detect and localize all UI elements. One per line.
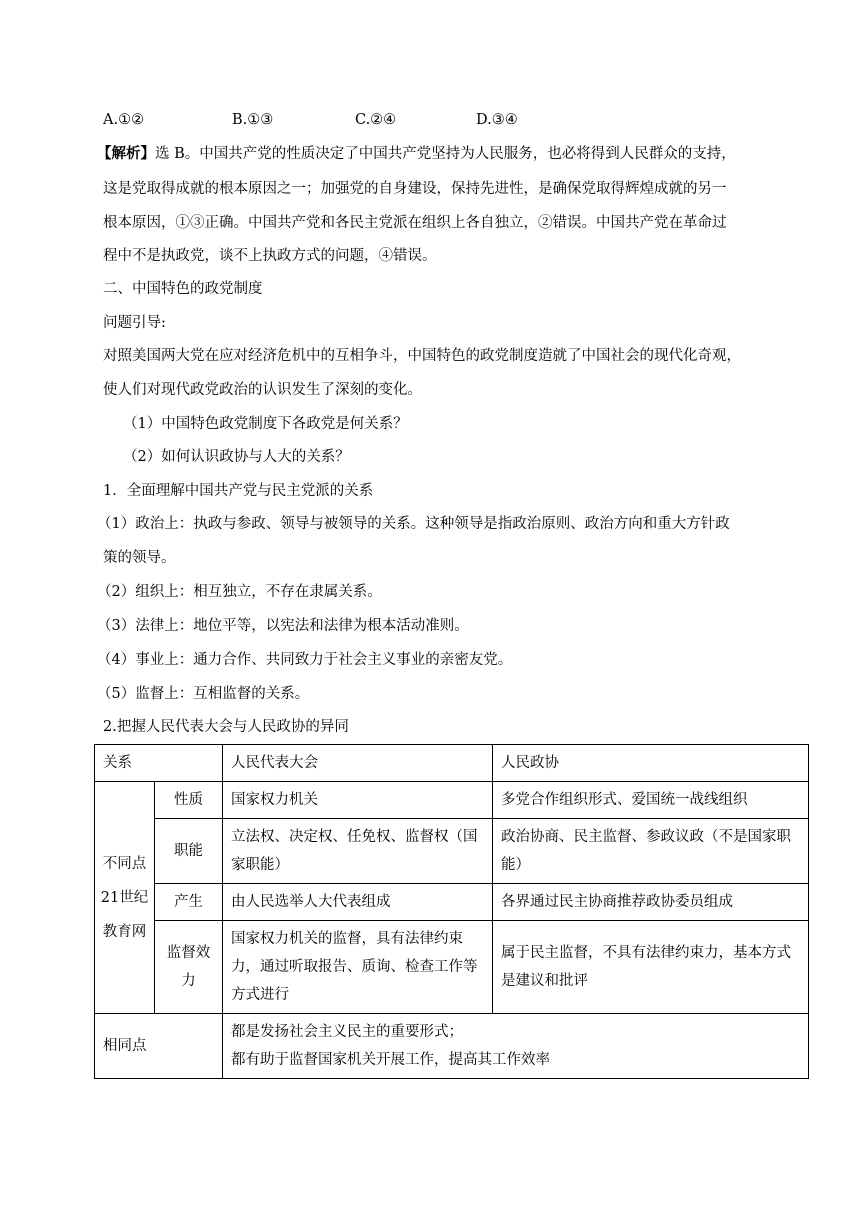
intro-line-2: 使人们对现代政党政治的认识发生了深刻的变化。: [103, 382, 422, 398]
header-npc: 人民代表大会: [223, 745, 493, 782]
intro-line-1: 对照美国两大党在应对经济危机中的互相争斗，中国特色的政党制度造就了中国社会的现代化奇观，: [103, 348, 741, 364]
option-a: A.①②: [103, 112, 145, 128]
analysis-line-3: 根本原因，①③正确。中国共产党和各民主党派在组织上各自独立，②错误。中国共产党在革命过: [103, 215, 727, 231]
analysis-text: 选 B。中国共产党的性质决定了中国共产党坚持为人民服务，也必将得到人民群众的支持，: [155, 146, 736, 162]
table-header-row: [95, 745, 809, 782]
point1-item-5: （5）监督上：互相监督的关系。: [97, 686, 310, 702]
row-npc: 国家权力机关: [223, 782, 493, 819]
table-row: [95, 921, 809, 1014]
question-2: （2）如何认识政协与人大的关系？: [123, 449, 350, 465]
row-npc: 国家权力机关的监督，具有法律约束力，通过听取报告、质询、检查工作等方式进行: [223, 921, 493, 1014]
row-npc: 由人民选举人大代表组成: [223, 884, 493, 921]
point1-item-2: （2）组织上：相互独立，不存在隶属关系。: [97, 584, 382, 600]
row-aspect: 性质: [155, 782, 223, 819]
row-cppcc: 政治协商、民主监督、参政议政（不是国家职能）: [493, 819, 809, 884]
analysis-line-4: 程中不是执政党，谈不上执政方式的问题，④错误。: [103, 248, 437, 264]
same-line-1: 都是发扬社会主义民主的重要形式；: [231, 1024, 463, 1040]
analysis-line-1: [97, 144, 736, 164]
same-label: 相同点: [95, 1014, 223, 1079]
point1-item-1-cont: 策的领导。: [103, 550, 176, 566]
header-relation: 关系: [95, 745, 223, 782]
option-b: B.①③: [232, 112, 274, 128]
point1-title: 1．全面理解中国共产党与民主党派的关系: [103, 483, 374, 499]
row-cppcc: 多党合作组织形式、爱国统一战线组织: [493, 782, 809, 819]
analysis-tag: 【解析】: [97, 145, 155, 162]
same-line-2: 都有助于监督国家机关开展工作，提高其工作效率: [231, 1052, 550, 1068]
row-aspect: 职能: [155, 819, 223, 884]
table-row: [95, 884, 809, 921]
comparison-table: [94, 744, 809, 1079]
table-row: [95, 819, 809, 884]
table-row-same: [95, 1014, 809, 1079]
point2-title: 2.把握人民代表大会与人民政协的异同: [103, 719, 349, 735]
point1-item-1: （1）政治上：执政与参政、领导与被领导的关系。这种领导是指政治原则、政治方向和重大方针政: [97, 516, 730, 532]
header-cppcc: 人民政协: [493, 745, 809, 782]
point1-item-3: （3）法律上：地位平等，以宪法和法律为根本活动准则。: [97, 618, 469, 634]
diff-label: 不同点21世纪教育网: [95, 782, 155, 1014]
row-cppcc: 属于民主监督，不具有法律约束力，基本方式是建议和批评: [493, 921, 809, 1014]
option-c: C.②④: [355, 112, 397, 128]
row-aspect: 产生: [155, 884, 223, 921]
point1-item-4: （4）事业上：通力合作、共同致力于社会主义事业的亲密友党。: [97, 652, 513, 668]
row-cppcc: 各界通过民主协商推荐政协委员组成: [493, 884, 809, 921]
option-d: D.③④: [476, 112, 518, 128]
row-aspect: 监督效力: [155, 921, 223, 1014]
row-npc: 立法权、决定权、任免权、监督权（国家职能）: [223, 819, 493, 884]
table-row: [95, 782, 809, 819]
section-heading: 二、中国特色的政党制度: [103, 281, 263, 297]
question-1: （1）中国特色政党制度下各政党是何关系？: [123, 416, 408, 432]
guide-label: 问题引导:: [103, 315, 166, 331]
same-content: [223, 1014, 809, 1079]
analysis-line-2: 这是党取得成就的根本原因之一；加强党的自身建设，保持先进性，是确保党取得辉煌成就的另一: [103, 181, 727, 197]
